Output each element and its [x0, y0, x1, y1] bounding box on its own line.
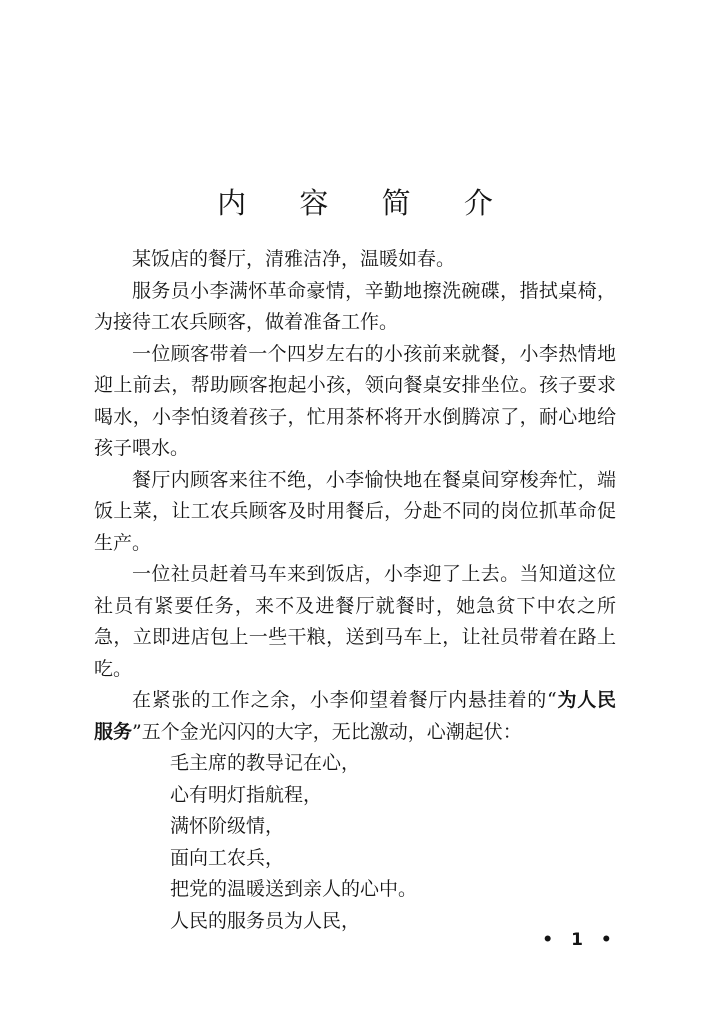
paragraph-6-text-after: ”五个金光闪闪的大字，无比激动，心潮起伏： [132, 720, 522, 743]
page-title: 内 容 简 介 [217, 186, 515, 220]
paragraph-4: 餐厅内顾客来往不绝，小李愉快地在餐桌间穿梭奔忙，端饭上菜，让工农兵顾客及时用餐后，分赴不同的岗位抓革命促生产。 [94, 468, 616, 554]
paragraph-3: 一位顾客带着一个四岁左右的小孩前来就餐，小李热情地迎上前去，帮助顾客抱起小孩，领向餐桌安排坐位。孩子要求喝水，小李怕烫着孩子，忙用茶杯将开水倒腾凉了，耐心地给孩子喂水。 [94, 342, 616, 459]
poem-line-1: 毛主席的教导记在心， [170, 752, 361, 774]
paragraph-1: 某饭店的餐厅，清雅洁净，温暖如春。 [132, 248, 456, 270]
paragraph-6 [94, 685, 616, 748]
poem-line-4: 面向工农兵， [170, 846, 285, 869]
poem-line-2: 心有明灯指航程， [170, 783, 323, 806]
paragraph-6-slogan: 为人民服务 [94, 689, 616, 743]
poem-line-5: 把党的温暖送到亲人的心中。 [170, 878, 418, 900]
paragraph-6-text-before: 在紧张的工作之余，小李仰望着餐厅内悬挂着的“ [132, 689, 557, 711]
paragraph-5: 一位社员赶着马车来到饭店，小李迎了上去。当知道这位社员有紧要任务，来不及进餐厅就餐时，她急贫下中农之所急，立即进店包上一些干粮，送到马车上，让社员带着在路上吃。 [94, 563, 616, 680]
poem-verse [94, 748, 616, 937]
poem-line-3: 满怀阶级情， [170, 815, 285, 837]
synopsis-body [94, 244, 616, 937]
paragraph-2: 服务员小李满怀革命豪情，辛勤地擦洗碗碟，揩拭桌椅，为接待工农兵顾客，做着准备工作。 [94, 279, 616, 333]
poem-line-6: 人民的服务员为人民， [170, 909, 361, 932]
page-number: • 1 • [542, 930, 618, 950]
